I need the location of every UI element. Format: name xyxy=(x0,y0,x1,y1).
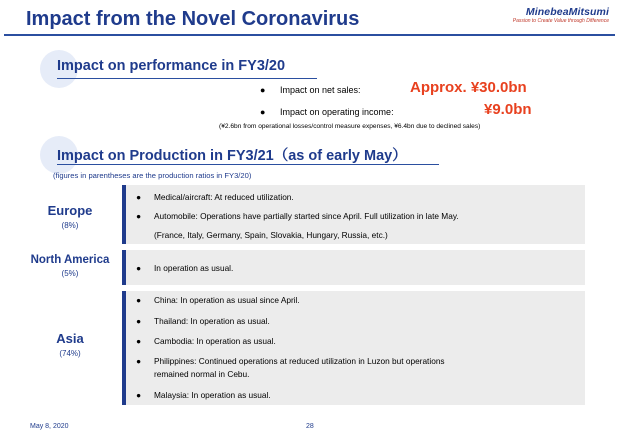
title-divider xyxy=(4,34,615,36)
region-north-america xyxy=(20,254,120,278)
status-text: Cambodia: In operation as usual. xyxy=(154,336,276,346)
europe-status-panel xyxy=(122,185,585,244)
region-ratio: (5%) xyxy=(61,269,79,278)
region-europe xyxy=(30,203,110,230)
bullet-icon: ● xyxy=(260,107,266,117)
net-sales-value: Approx. ¥30.0bn xyxy=(410,79,527,96)
bullet-icon: ● xyxy=(136,295,142,305)
logo-wordmark: MinebeaMitsumi xyxy=(525,6,609,18)
company-logo xyxy=(513,6,609,24)
status-text: Medical/aircraft: At reduced utilization. xyxy=(154,192,294,202)
status-text-continuation: remained normal in Cebu. xyxy=(154,369,250,379)
asia-status-panel xyxy=(122,291,585,405)
europe-countries: (France, Italy, Germany, Spain, Slovakia, Hungary, Russia, etc.) xyxy=(154,230,388,240)
panel-accent-bar xyxy=(122,250,126,285)
status-text: In operation as usual. xyxy=(154,263,234,273)
status-text: China: In operation as usual since April. xyxy=(154,295,300,305)
status-text: Philippines: Continued operations at reduced utilization in Luzon but operations xyxy=(154,356,445,366)
bullet-icon: ● xyxy=(136,316,142,326)
north-america-status-panel xyxy=(122,250,585,285)
bullet-icon: ● xyxy=(136,192,142,202)
status-text: Malaysia: In operation as usual. xyxy=(154,390,271,400)
region-name: Asia xyxy=(56,331,84,346)
performance-section-title: Impact on performance in FY3/20 xyxy=(57,58,286,74)
status-text: Thailand: In operation as usual. xyxy=(154,316,270,326)
bullet-icon: ● xyxy=(136,263,142,273)
region-name: North America xyxy=(30,254,110,266)
production-section-title: Impact on Production in FY3/21（as of early May） xyxy=(57,148,407,164)
production-title-underline xyxy=(57,164,439,165)
region-ratio: (74%) xyxy=(59,349,81,358)
status-text: Automobile: Operations have partially started since April. Full utilization in late May. xyxy=(154,211,459,221)
page-number: 28 xyxy=(306,423,314,430)
net-sales-label: Impact on net sales: xyxy=(280,85,361,95)
performance-breakdown-note: (¥2.6bn from operational losses/control measure expenses, ¥6.4bn due to declined sales) xyxy=(219,123,481,130)
bullet-icon: ● xyxy=(136,390,142,400)
panel-accent-bar xyxy=(122,185,126,244)
region-ratio: (8%) xyxy=(61,221,79,230)
performance-title-underline xyxy=(57,78,317,79)
footer-date: May 8, 2020 xyxy=(30,423,69,430)
bullet-icon: ● xyxy=(136,336,142,346)
page-title: Impact from the Novel Coronavirus xyxy=(26,8,360,30)
logo-tagline: Passion to Create Value through Difference xyxy=(512,18,609,24)
region-asia xyxy=(30,331,110,358)
region-name: Europe xyxy=(47,203,93,218)
bullet-icon: ● xyxy=(136,356,142,366)
production-ratio-note: (figures in parentheses are the production ratios in FY3/20) xyxy=(53,171,252,180)
operating-income-value: ¥9.0bn xyxy=(484,101,532,118)
bullet-icon: ● xyxy=(260,85,266,95)
operating-income-label: Impact on operating income: xyxy=(280,107,394,117)
panel-accent-bar xyxy=(122,291,126,405)
bullet-icon: ● xyxy=(136,211,142,221)
